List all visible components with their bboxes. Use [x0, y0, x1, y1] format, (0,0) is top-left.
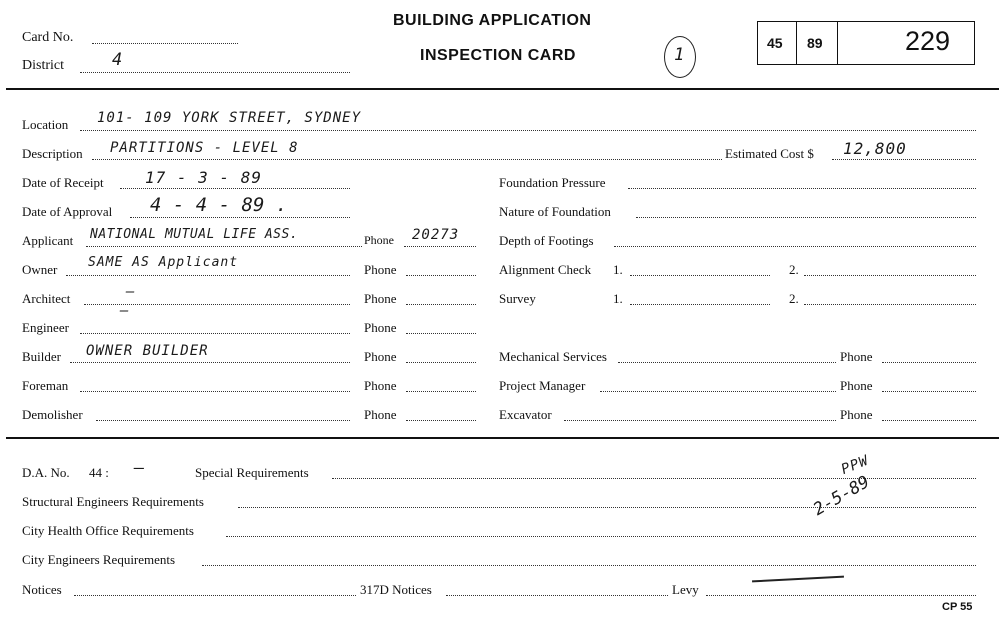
alignment-check-label: Alignment Check — [499, 262, 592, 277]
da-no-value: 44 : — [89, 465, 109, 480]
mechanical-services-phone-label: Phone — [840, 349, 873, 364]
district-line — [80, 72, 350, 73]
date-of-receipt-value: 17 - 3 - 89 — [145, 168, 262, 187]
applicant-label: Applicant — [22, 233, 74, 248]
city-engineers-label: City Engineers Requirements — [22, 552, 176, 567]
survey-num2: 2. — [789, 291, 799, 306]
excavator-phone-line — [882, 420, 976, 421]
applicant-line — [86, 246, 362, 247]
foreman-line — [80, 391, 350, 392]
alignment-check-line2 — [804, 275, 976, 276]
applicant-phone-label: Phone — [364, 233, 394, 247]
date-of-approval-line — [130, 217, 350, 218]
owner-label: Owner — [22, 262, 58, 277]
excavator-label: Excavator — [499, 407, 552, 422]
depth-of-footings-line — [614, 246, 976, 247]
alignment-check-num2: 2. — [789, 262, 799, 277]
builder-phone-line — [406, 362, 476, 363]
notices-line — [74, 595, 356, 596]
demolisher-phone-label: Phone — [364, 407, 397, 422]
engineer-line — [80, 333, 350, 334]
form-title-line1: BUILDING APPLICATION — [393, 12, 592, 29]
annotation-date: 2-5-89 — [810, 471, 874, 520]
demolisher-line — [96, 420, 350, 421]
card-no-label: Card No. — [22, 30, 74, 45]
mechanical-services-phone-line — [882, 362, 976, 363]
survey-label: Survey — [499, 291, 536, 306]
survey-line1 — [630, 304, 770, 305]
applicant-value: NATIONAL MUTUAL LIFE ASS. — [90, 227, 299, 242]
architect-phone-line — [406, 304, 476, 305]
engineer-label: Engineer — [22, 320, 69, 335]
applicant-phone-line — [404, 246, 476, 247]
district-value: 4 — [112, 50, 123, 70]
estimated-cost-label: Estimated Cost $ — [725, 146, 814, 161]
date-of-approval-value: 4 - 4 - 89 . — [150, 194, 288, 216]
levy-line — [706, 595, 976, 596]
notices-317d-line — [446, 595, 668, 596]
alignment-check-line1 — [630, 275, 770, 276]
card-no-line — [92, 43, 238, 44]
architect-phone-label: Phone — [364, 291, 397, 306]
location-label: Location — [22, 117, 69, 132]
project-manager-line — [600, 391, 836, 392]
description-value: PARTITIONS - LEVEL 8 — [110, 140, 299, 156]
district-label: District — [22, 58, 64, 73]
location-value: 101- 109 YORK STREET, SYDNEY — [97, 110, 362, 126]
middle-rule — [6, 437, 999, 439]
levy-label: Levy — [672, 582, 699, 597]
demolisher-label: Demolisher — [22, 407, 83, 422]
form-title-line2: INSPECTION CARD — [420, 47, 576, 64]
engineer-phone-line — [406, 333, 476, 334]
special-requirements-label: Special Requirements — [195, 465, 309, 480]
estimated-cost-value: 12,800 — [843, 139, 907, 158]
survey-num1: 1. — [613, 291, 623, 306]
excavator-phone-label: Phone — [840, 407, 873, 422]
foreman-phone-line — [406, 391, 476, 392]
date-of-receipt-label: Date of Receipt — [22, 175, 104, 190]
da-no-dash: — — [134, 458, 145, 478]
box-b — [796, 21, 838, 65]
project-manager-phone-label: Phone — [840, 378, 873, 393]
date-of-receipt-line — [120, 188, 350, 189]
foundation-pressure-label: Foundation Pressure — [499, 175, 606, 190]
header-rule — [6, 88, 999, 90]
survey-line2 — [804, 304, 976, 305]
nature-of-foundation-line — [636, 217, 976, 218]
depth-of-footings-label: Depth of Footings — [499, 233, 594, 248]
date-of-approval-label: Date of Approval — [22, 204, 113, 219]
foreman-label: Foreman — [22, 378, 69, 393]
builder-line — [70, 362, 350, 363]
notices-label: Notices — [22, 582, 62, 597]
structural-engineers-line — [238, 507, 976, 508]
owner-line — [66, 275, 350, 276]
description-label: Description — [22, 146, 83, 161]
demolisher-phone-line — [406, 420, 476, 421]
project-manager-label: Project Manager — [499, 378, 586, 393]
foundation-pressure-line — [628, 188, 976, 189]
card-number-value: 229 — [905, 26, 951, 56]
owner-phone-line — [406, 275, 476, 276]
foreman-phone-label: Phone — [364, 378, 397, 393]
builder-value: OWNER BUILDER — [86, 343, 209, 359]
engineer-value: — — [120, 303, 130, 319]
city-health-label: City Health Office Requirements — [22, 523, 194, 538]
nature-of-foundation-label: Nature of Foundation — [499, 204, 611, 219]
owner-value: SAME AS Applicant — [88, 255, 239, 270]
city-engineers-line — [202, 565, 976, 566]
box-a — [757, 21, 797, 65]
city-health-line — [226, 536, 976, 537]
mechanical-services-line — [618, 362, 836, 363]
applicant-phone-value: 20273 — [412, 227, 460, 243]
description-line — [92, 159, 722, 160]
project-manager-phone-line — [882, 391, 976, 392]
architect-label: Architect — [22, 291, 71, 306]
excavator-line — [564, 420, 836, 421]
circled-mark — [664, 36, 696, 78]
da-no-label: D.A. No. — [22, 465, 70, 480]
engineer-phone-label: Phone — [364, 320, 397, 335]
builder-phone-label: Phone — [364, 349, 397, 364]
mechanical-services-label: Mechanical Services — [499, 349, 607, 364]
box-b-value: 89 — [807, 35, 823, 51]
structural-engineers-label: Structural Engineers Requirements — [22, 494, 204, 509]
circled-mark-text: 1 — [674, 45, 685, 65]
notices-317d-label: 317D Notices — [360, 582, 432, 597]
estimated-cost-line — [832, 159, 976, 160]
builder-label: Builder — [22, 349, 61, 364]
owner-phone-label: Phone — [364, 262, 397, 277]
annotation-initials: PPW — [839, 452, 872, 478]
levy-stroke — [752, 576, 844, 583]
location-line — [80, 130, 976, 131]
special-requirements-line — [332, 478, 976, 479]
alignment-check-num1: 1. — [613, 262, 623, 277]
box-a-value: 45 — [767, 35, 783, 51]
form-code: CP 55 — [942, 601, 973, 613]
architect-value: — — [126, 284, 136, 300]
